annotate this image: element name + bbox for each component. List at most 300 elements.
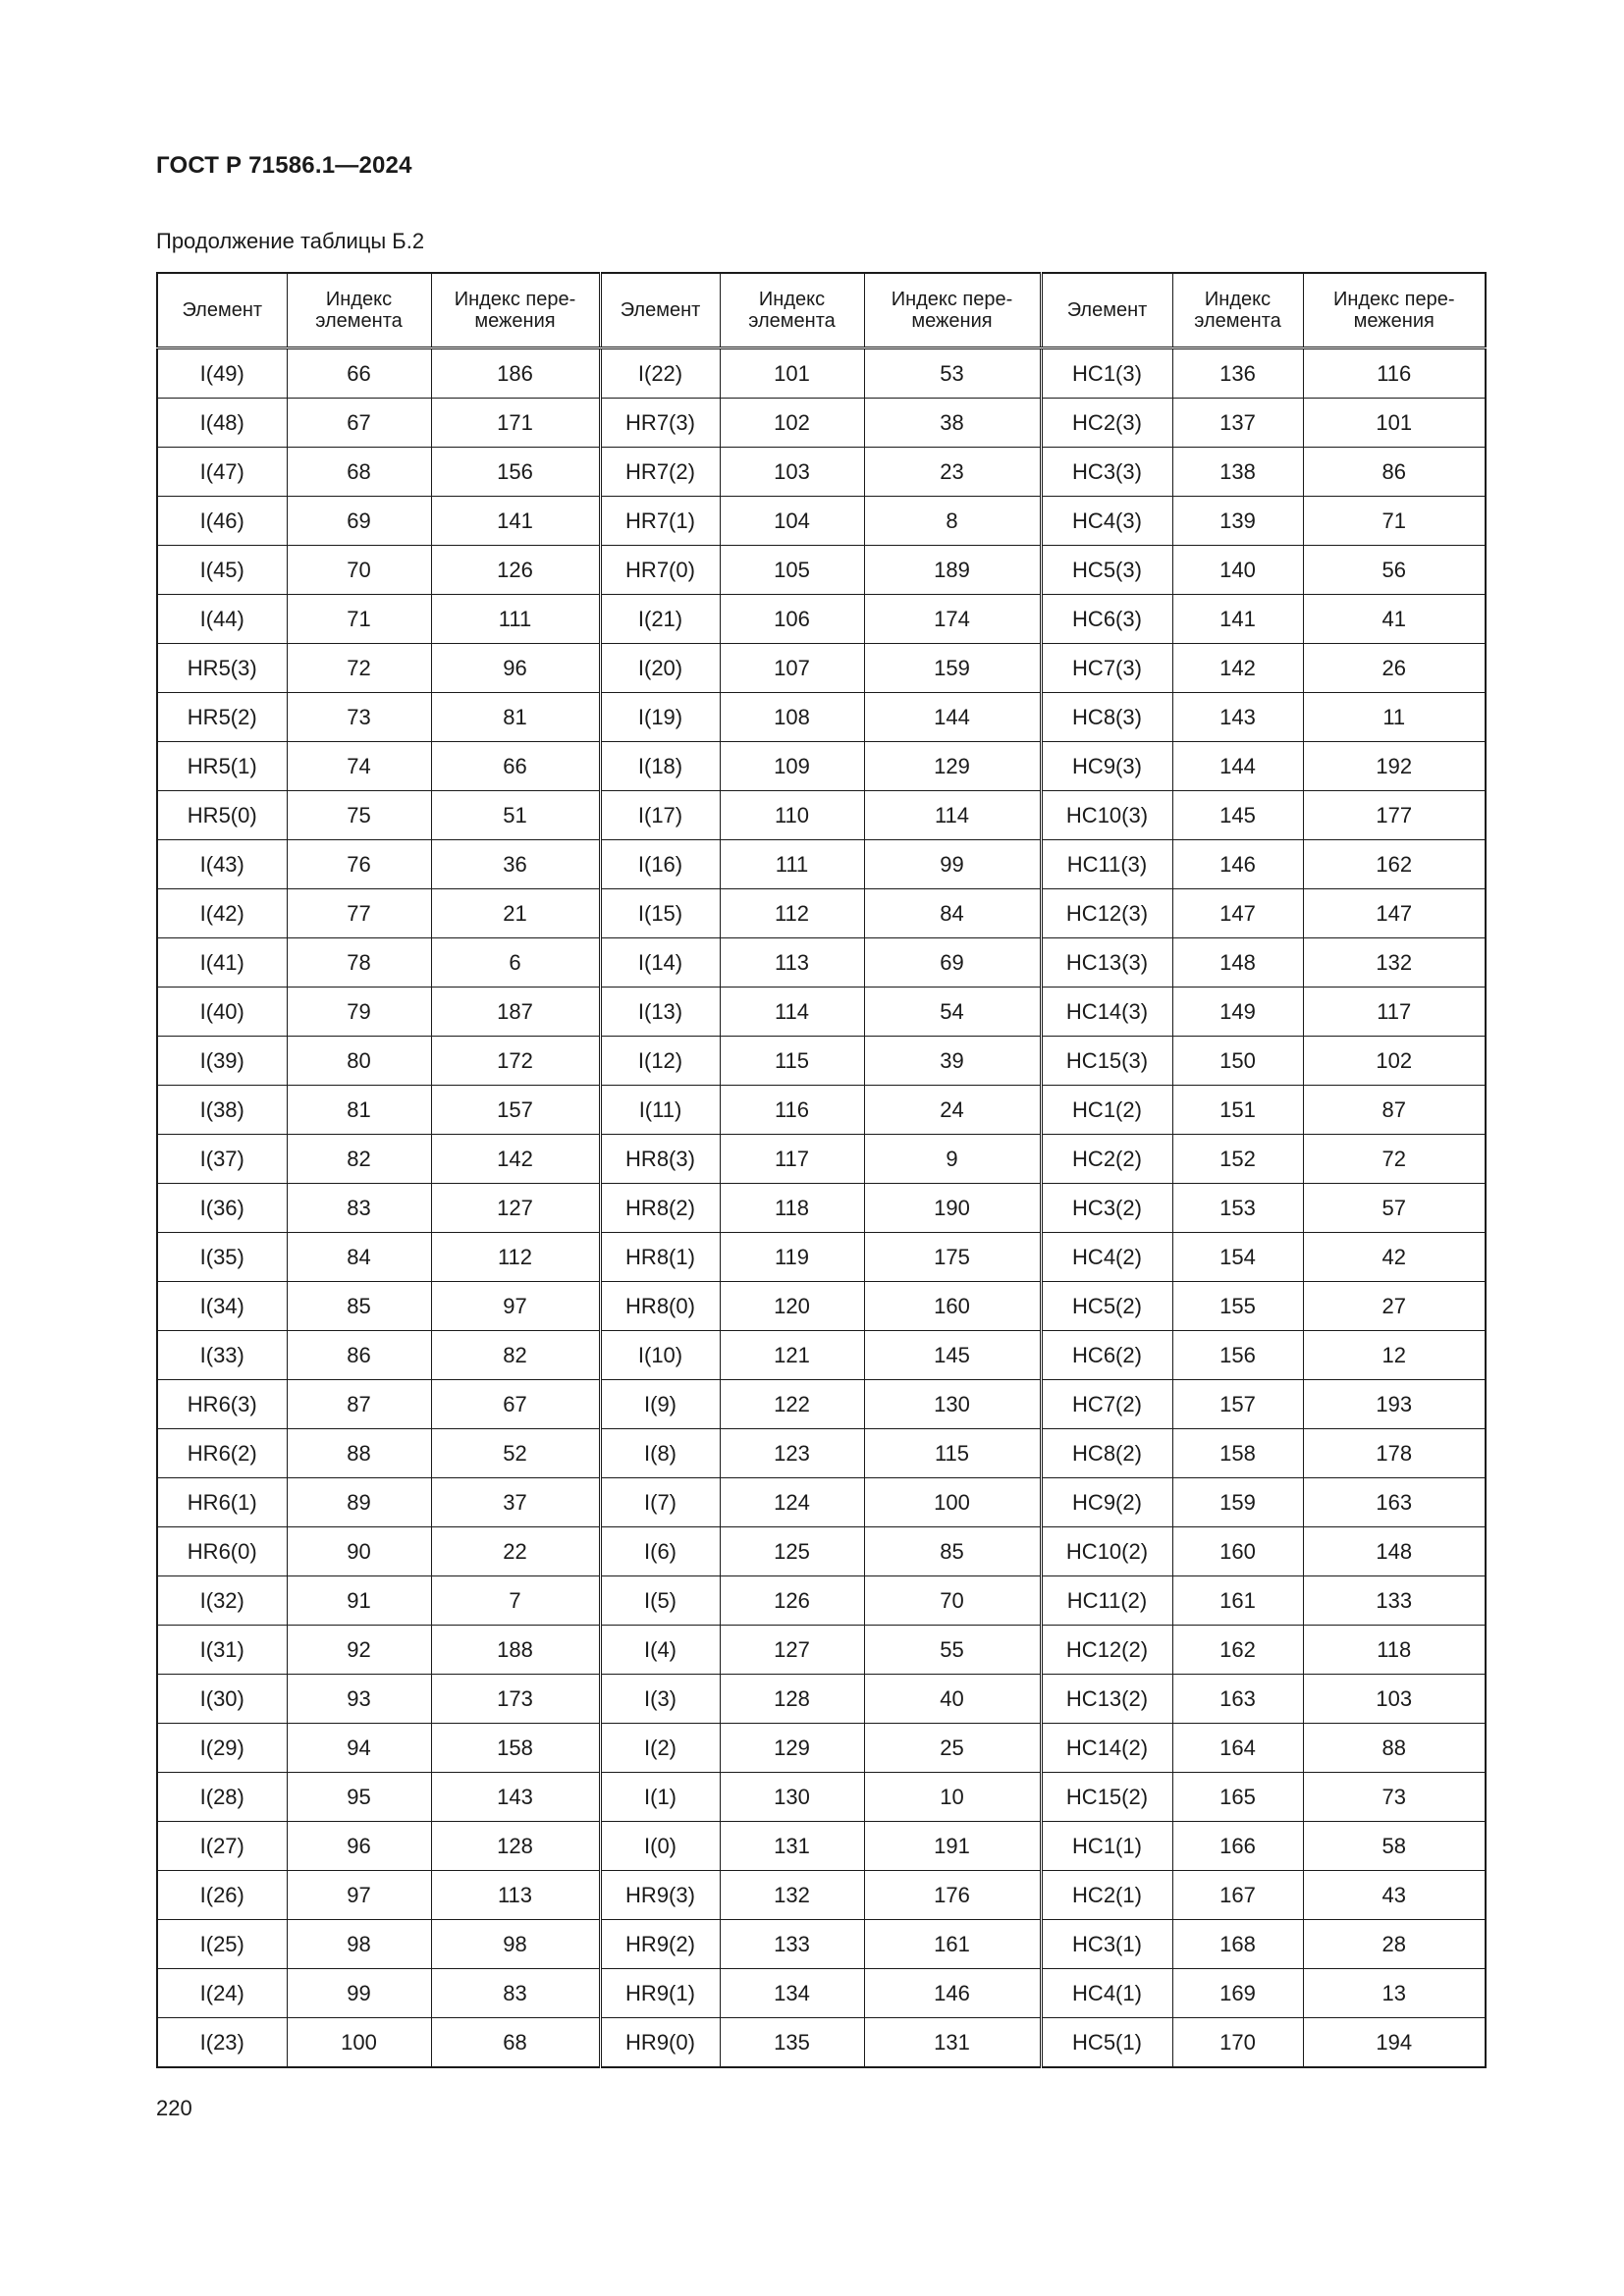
column-header-element-index: Индекс элемента — [287, 273, 431, 348]
cell-element-index: 129 — [720, 1724, 864, 1773]
table-row — [157, 938, 1486, 988]
cell-interleave-index: 146 — [864, 1969, 1041, 2018]
cell-element: I(0) — [600, 1822, 720, 1871]
cell-element-index: 74 — [287, 742, 431, 791]
cell-interleave-index: 118 — [1303, 1626, 1486, 1675]
table-row — [157, 1184, 1486, 1233]
cell-element-index: 90 — [287, 1527, 431, 1576]
cell-element: I(41) — [157, 938, 287, 988]
cell-element-index: 113 — [720, 938, 864, 988]
cell-element-index: 167 — [1172, 1871, 1303, 1920]
cell-element: HC13(2) — [1041, 1675, 1172, 1724]
cell-element-index: 150 — [1172, 1037, 1303, 1086]
cell-element-index: 97 — [287, 1871, 431, 1920]
cell-element: I(44) — [157, 595, 287, 644]
table-body — [157, 348, 1486, 2068]
table-row — [157, 1086, 1486, 1135]
table-header — [157, 273, 1486, 348]
table-row — [157, 1478, 1486, 1527]
table-row — [157, 1920, 1486, 1969]
cell-element-index: 136 — [1172, 348, 1303, 399]
cell-interleave-index: 131 — [864, 2018, 1041, 2068]
table-row — [157, 693, 1486, 742]
cell-element-index: 142 — [1172, 644, 1303, 693]
cell-interleave-index: 55 — [864, 1626, 1041, 1675]
cell-element-index: 155 — [1172, 1282, 1303, 1331]
cell-interleave-index: 160 — [864, 1282, 1041, 1331]
table-row — [157, 1576, 1486, 1626]
cell-element-index: 154 — [1172, 1233, 1303, 1282]
cell-element: HR7(1) — [600, 497, 720, 546]
cell-element: I(9) — [600, 1380, 720, 1429]
cell-element: I(25) — [157, 1920, 287, 1969]
cell-element: I(36) — [157, 1184, 287, 1233]
cell-element: HC11(2) — [1041, 1576, 1172, 1626]
cell-element-index: 149 — [1172, 988, 1303, 1037]
cell-interleave-index: 158 — [431, 1724, 600, 1773]
cell-interleave-index: 101 — [1303, 399, 1486, 448]
cell-interleave-index: 67 — [431, 1380, 600, 1429]
cell-element: HC15(2) — [1041, 1773, 1172, 1822]
cell-element: HC3(3) — [1041, 448, 1172, 497]
cell-element-index: 110 — [720, 791, 864, 840]
cell-element: HC4(1) — [1041, 1969, 1172, 2018]
cell-interleave-index: 27 — [1303, 1282, 1486, 1331]
cell-interleave-index: 172 — [431, 1037, 600, 1086]
cell-interleave-index: 9 — [864, 1135, 1041, 1184]
cell-interleave-index: 143 — [431, 1773, 600, 1822]
cell-interleave-index: 7 — [431, 1576, 600, 1626]
cell-element: I(28) — [157, 1773, 287, 1822]
cell-element-index: 67 — [287, 399, 431, 448]
cell-interleave-index: 98 — [431, 1920, 600, 1969]
cell-interleave-index: 103 — [1303, 1675, 1486, 1724]
column-header-element: Элемент — [1041, 273, 1172, 348]
cell-interleave-index: 111 — [431, 595, 600, 644]
cell-element: I(31) — [157, 1626, 287, 1675]
cell-element-index: 108 — [720, 693, 864, 742]
cell-element-index: 107 — [720, 644, 864, 693]
cell-interleave-index: 52 — [431, 1429, 600, 1478]
cell-element-index: 152 — [1172, 1135, 1303, 1184]
cell-interleave-index: 83 — [431, 1969, 600, 2018]
cell-element-index: 94 — [287, 1724, 431, 1773]
cell-interleave-index: 190 — [864, 1184, 1041, 1233]
cell-interleave-index: 26 — [1303, 644, 1486, 693]
cell-element: HC11(3) — [1041, 840, 1172, 889]
cell-element-index: 112 — [720, 889, 864, 938]
cell-element-index: 78 — [287, 938, 431, 988]
cell-element-index: 147 — [1172, 889, 1303, 938]
cell-element-index: 126 — [720, 1576, 864, 1626]
table-row — [157, 1282, 1486, 1331]
cell-interleave-index: 156 — [431, 448, 600, 497]
cell-element: HC15(3) — [1041, 1037, 1172, 1086]
cell-element-index: 164 — [1172, 1724, 1303, 1773]
cell-element: I(38) — [157, 1086, 287, 1135]
cell-interleave-index: 173 — [431, 1675, 600, 1724]
table-row — [157, 644, 1486, 693]
cell-interleave-index: 177 — [1303, 791, 1486, 840]
cell-element: HC3(1) — [1041, 1920, 1172, 1969]
cell-element: I(40) — [157, 988, 287, 1037]
cell-interleave-index: 28 — [1303, 1920, 1486, 1969]
cell-interleave-index: 56 — [1303, 546, 1486, 595]
cell-interleave-index: 174 — [864, 595, 1041, 644]
cell-element-index: 111 — [720, 840, 864, 889]
cell-element-index: 85 — [287, 1282, 431, 1331]
cell-interleave-index: 72 — [1303, 1135, 1486, 1184]
cell-element-index: 169 — [1172, 1969, 1303, 2018]
table-row — [157, 1871, 1486, 1920]
cell-element-index: 125 — [720, 1527, 864, 1576]
cell-element-index: 101 — [720, 348, 864, 399]
table-row — [157, 1429, 1486, 1478]
cell-element: HR8(1) — [600, 1233, 720, 1282]
cell-element: HC5(2) — [1041, 1282, 1172, 1331]
cell-element: I(37) — [157, 1135, 287, 1184]
column-header-element-index: Индекс элемента — [720, 273, 864, 348]
cell-interleave-index: 159 — [864, 644, 1041, 693]
cell-interleave-index: 69 — [864, 938, 1041, 988]
cell-element-index: 123 — [720, 1429, 864, 1478]
cell-interleave-index: 132 — [1303, 938, 1486, 988]
cell-interleave-index: 13 — [1303, 1969, 1486, 2018]
cell-element-index: 118 — [720, 1184, 864, 1233]
page-number: 220 — [156, 2096, 192, 2120]
cell-element-index: 156 — [1172, 1331, 1303, 1380]
cell-element-index: 146 — [1172, 840, 1303, 889]
cell-element: HC12(2) — [1041, 1626, 1172, 1675]
cell-interleave-index: 194 — [1303, 2018, 1486, 2068]
cell-interleave-index: 51 — [431, 791, 600, 840]
cell-element: HC5(3) — [1041, 546, 1172, 595]
cell-element-index: 135 — [720, 2018, 864, 2068]
table-row — [157, 1822, 1486, 1871]
cell-element: I(19) — [600, 693, 720, 742]
cell-interleave-index: 85 — [864, 1527, 1041, 1576]
cell-interleave-index: 82 — [431, 1331, 600, 1380]
cell-element: I(48) — [157, 399, 287, 448]
cell-element-index: 139 — [1172, 497, 1303, 546]
cell-element-index: 70 — [287, 546, 431, 595]
cell-element: I(22) — [600, 348, 720, 399]
table-row — [157, 1724, 1486, 1773]
table-row — [157, 1331, 1486, 1380]
cell-interleave-index: 171 — [431, 399, 600, 448]
cell-interleave-index: 193 — [1303, 1380, 1486, 1429]
cell-element-index: 95 — [287, 1773, 431, 1822]
cell-interleave-index: 114 — [864, 791, 1041, 840]
cell-interleave-index: 189 — [864, 546, 1041, 595]
cell-element-index: 121 — [720, 1331, 864, 1380]
cell-interleave-index: 188 — [431, 1626, 600, 1675]
cell-interleave-index: 42 — [1303, 1233, 1486, 1282]
cell-element: HC4(2) — [1041, 1233, 1172, 1282]
cell-element-index: 93 — [287, 1675, 431, 1724]
cell-interleave-index: 39 — [864, 1037, 1041, 1086]
cell-element: HR7(2) — [600, 448, 720, 497]
cell-element: I(35) — [157, 1233, 287, 1282]
cell-element-index: 160 — [1172, 1527, 1303, 1576]
cell-interleave-index: 117 — [1303, 988, 1486, 1037]
cell-element-index: 131 — [720, 1822, 864, 1871]
cell-element: HC9(3) — [1041, 742, 1172, 791]
cell-element: I(5) — [600, 1576, 720, 1626]
cell-interleave-index: 86 — [1303, 448, 1486, 497]
cell-interleave-index: 21 — [431, 889, 600, 938]
cell-element-index: 151 — [1172, 1086, 1303, 1135]
cell-element: I(11) — [600, 1086, 720, 1135]
cell-element-index: 170 — [1172, 2018, 1303, 2068]
cell-element: I(27) — [157, 1822, 287, 1871]
cell-element: I(6) — [600, 1527, 720, 1576]
cell-element: I(47) — [157, 448, 287, 497]
cell-element: HC6(2) — [1041, 1331, 1172, 1380]
table-row — [157, 1037, 1486, 1086]
cell-element-index: 105 — [720, 546, 864, 595]
cell-element-index: 88 — [287, 1429, 431, 1478]
cell-interleave-index: 57 — [1303, 1184, 1486, 1233]
cell-element-index: 102 — [720, 399, 864, 448]
cell-interleave-index: 24 — [864, 1086, 1041, 1135]
table-row — [157, 840, 1486, 889]
cell-element: HC6(3) — [1041, 595, 1172, 644]
cell-interleave-index: 141 — [431, 497, 600, 546]
cell-element-index: 116 — [720, 1086, 864, 1135]
cell-element: I(39) — [157, 1037, 287, 1086]
cell-interleave-index: 25 — [864, 1724, 1041, 1773]
cell-element-index: 89 — [287, 1478, 431, 1527]
cell-element: HR8(3) — [600, 1135, 720, 1184]
cell-element: HC2(2) — [1041, 1135, 1172, 1184]
cell-element-index: 66 — [287, 348, 431, 399]
cell-interleave-index: 36 — [431, 840, 600, 889]
cell-element: HC10(3) — [1041, 791, 1172, 840]
cell-interleave-index: 84 — [864, 889, 1041, 938]
cell-element-index: 134 — [720, 1969, 864, 2018]
column-header-interleave-index: Индекс пере-межения — [431, 273, 600, 348]
cell-element: HR9(1) — [600, 1969, 720, 2018]
cell-element-index: 161 — [1172, 1576, 1303, 1626]
cell-element: HC8(3) — [1041, 693, 1172, 742]
table-row — [157, 448, 1486, 497]
cell-element-index: 68 — [287, 448, 431, 497]
cell-element: HC5(1) — [1041, 2018, 1172, 2068]
cell-element: HR5(3) — [157, 644, 287, 693]
cell-interleave-index: 12 — [1303, 1331, 1486, 1380]
cell-interleave-index: 142 — [431, 1135, 600, 1184]
cell-element-index: 73 — [287, 693, 431, 742]
table-row — [157, 1969, 1486, 2018]
cell-interleave-index: 115 — [864, 1429, 1041, 1478]
cell-element-index: 122 — [720, 1380, 864, 1429]
cell-interleave-index: 54 — [864, 988, 1041, 1037]
cell-element: I(32) — [157, 1576, 287, 1626]
cell-interleave-index: 145 — [864, 1331, 1041, 1380]
cell-element: HC2(1) — [1041, 1871, 1172, 1920]
cell-element-index: 114 — [720, 988, 864, 1037]
cell-interleave-index: 68 — [431, 2018, 600, 2068]
cell-interleave-index: 147 — [1303, 889, 1486, 938]
cell-interleave-index: 70 — [864, 1576, 1041, 1626]
cell-element: HC14(2) — [1041, 1724, 1172, 1773]
cell-element-index: 82 — [287, 1135, 431, 1184]
cell-element: HC8(2) — [1041, 1429, 1172, 1478]
cell-interleave-index: 176 — [864, 1871, 1041, 1920]
cell-interleave-index: 162 — [1303, 840, 1486, 889]
column-header-interleave-index: Индекс пере-межения — [864, 273, 1041, 348]
cell-element-index: 81 — [287, 1086, 431, 1135]
cell-interleave-index: 88 — [1303, 1724, 1486, 1773]
cell-interleave-index: 23 — [864, 448, 1041, 497]
cell-element-index: 109 — [720, 742, 864, 791]
cell-element: HC4(3) — [1041, 497, 1172, 546]
table-row — [157, 2018, 1486, 2068]
cell-element-index: 144 — [1172, 742, 1303, 791]
cell-element: HC12(3) — [1041, 889, 1172, 938]
cell-interleave-index: 186 — [431, 348, 600, 399]
table-row — [157, 1626, 1486, 1675]
cell-element-index: 133 — [720, 1920, 864, 1969]
cell-element: HR7(3) — [600, 399, 720, 448]
cell-element: I(10) — [600, 1331, 720, 1380]
cell-element: I(43) — [157, 840, 287, 889]
cell-element-index: 115 — [720, 1037, 864, 1086]
cell-element: I(15) — [600, 889, 720, 938]
cell-element-index: 119 — [720, 1233, 864, 1282]
column-header-element: Элемент — [157, 273, 287, 348]
cell-element-index: 162 — [1172, 1626, 1303, 1675]
cell-element-index: 124 — [720, 1478, 864, 1527]
cell-element: HR9(3) — [600, 1871, 720, 1920]
cell-interleave-index: 53 — [864, 348, 1041, 399]
cell-element: HC13(3) — [1041, 938, 1172, 988]
cell-interleave-index: 71 — [1303, 497, 1486, 546]
table-row — [157, 889, 1486, 938]
cell-element-index: 77 — [287, 889, 431, 938]
cell-element: I(2) — [600, 1724, 720, 1773]
cell-element: HR6(0) — [157, 1527, 287, 1576]
cell-element: HC9(2) — [1041, 1478, 1172, 1527]
cell-element: HR6(3) — [157, 1380, 287, 1429]
table-row — [157, 1380, 1486, 1429]
table-row — [157, 497, 1486, 546]
cell-interleave-index: 37 — [431, 1478, 600, 1527]
table-row — [157, 1527, 1486, 1576]
cell-element-index: 83 — [287, 1184, 431, 1233]
cell-interleave-index: 87 — [1303, 1086, 1486, 1135]
cell-interleave-index: 130 — [864, 1380, 1041, 1429]
cell-interleave-index: 99 — [864, 840, 1041, 889]
cell-element: I(23) — [157, 2018, 287, 2068]
cell-element: HR6(2) — [157, 1429, 287, 1478]
cell-element-index: 87 — [287, 1380, 431, 1429]
cell-element-index: 166 — [1172, 1822, 1303, 1871]
cell-element: I(20) — [600, 644, 720, 693]
cell-element: I(17) — [600, 791, 720, 840]
cell-interleave-index: 58 — [1303, 1822, 1486, 1871]
cell-element-index: 91 — [287, 1576, 431, 1626]
cell-element-index: 143 — [1172, 693, 1303, 742]
column-header-element: Элемент — [600, 273, 720, 348]
cell-interleave-index: 187 — [431, 988, 600, 1037]
cell-element-index: 80 — [287, 1037, 431, 1086]
cell-interleave-index: 148 — [1303, 1527, 1486, 1576]
cell-interleave-index: 133 — [1303, 1576, 1486, 1626]
cell-interleave-index: 129 — [864, 742, 1041, 791]
cell-interleave-index: 161 — [864, 1920, 1041, 1969]
cell-element: HR6(1) — [157, 1478, 287, 1527]
cell-element: I(8) — [600, 1429, 720, 1478]
cell-interleave-index: 96 — [431, 644, 600, 693]
cell-interleave-index: 10 — [864, 1773, 1041, 1822]
table-row — [157, 399, 1486, 448]
cell-interleave-index: 178 — [1303, 1429, 1486, 1478]
column-header-interleave-index: Индекс пере-межения — [1303, 273, 1486, 348]
cell-element: I(13) — [600, 988, 720, 1037]
cell-element-index: 132 — [720, 1871, 864, 1920]
cell-element: I(16) — [600, 840, 720, 889]
cell-interleave-index: 38 — [864, 399, 1041, 448]
cell-element-index: 96 — [287, 1822, 431, 1871]
cell-element: HC14(3) — [1041, 988, 1172, 1037]
cell-element: I(42) — [157, 889, 287, 938]
cell-element: I(46) — [157, 497, 287, 546]
table-row — [157, 742, 1486, 791]
cell-element: I(26) — [157, 1871, 287, 1920]
cell-element: I(49) — [157, 348, 287, 399]
cell-element: I(1) — [600, 1773, 720, 1822]
table-row — [157, 988, 1486, 1037]
cell-element-index: 92 — [287, 1626, 431, 1675]
cell-element-index: 79 — [287, 988, 431, 1037]
cell-element-index: 120 — [720, 1282, 864, 1331]
table-row — [157, 1773, 1486, 1822]
cell-element: HR8(0) — [600, 1282, 720, 1331]
cell-element-index: 72 — [287, 644, 431, 693]
cell-interleave-index: 116 — [1303, 348, 1486, 399]
cell-interleave-index: 22 — [431, 1527, 600, 1576]
cell-element-index: 86 — [287, 1331, 431, 1380]
table-row — [157, 1233, 1486, 1282]
cell-interleave-index: 163 — [1303, 1478, 1486, 1527]
cell-element: I(34) — [157, 1282, 287, 1331]
cell-element: HR9(2) — [600, 1920, 720, 1969]
cell-element-index: 145 — [1172, 791, 1303, 840]
cell-element-index: 138 — [1172, 448, 1303, 497]
cell-element-index: 163 — [1172, 1675, 1303, 1724]
cell-interleave-index: 81 — [431, 693, 600, 742]
cell-interleave-index: 112 — [431, 1233, 600, 1282]
cell-interleave-index: 192 — [1303, 742, 1486, 791]
cell-interleave-index: 191 — [864, 1822, 1041, 1871]
cell-interleave-index: 113 — [431, 1871, 600, 1920]
cell-element: HC1(2) — [1041, 1086, 1172, 1135]
cell-element-index: 99 — [287, 1969, 431, 2018]
cell-element: I(18) — [600, 742, 720, 791]
cell-element-index: 75 — [287, 791, 431, 840]
cell-element-index: 98 — [287, 1920, 431, 1969]
table-row — [157, 1135, 1486, 1184]
cell-element-index: 153 — [1172, 1184, 1303, 1233]
cell-interleave-index: 102 — [1303, 1037, 1486, 1086]
cell-interleave-index: 144 — [864, 693, 1041, 742]
cell-element-index: 159 — [1172, 1478, 1303, 1527]
cell-element: HC7(2) — [1041, 1380, 1172, 1429]
cell-interleave-index: 127 — [431, 1184, 600, 1233]
cell-interleave-index: 66 — [431, 742, 600, 791]
